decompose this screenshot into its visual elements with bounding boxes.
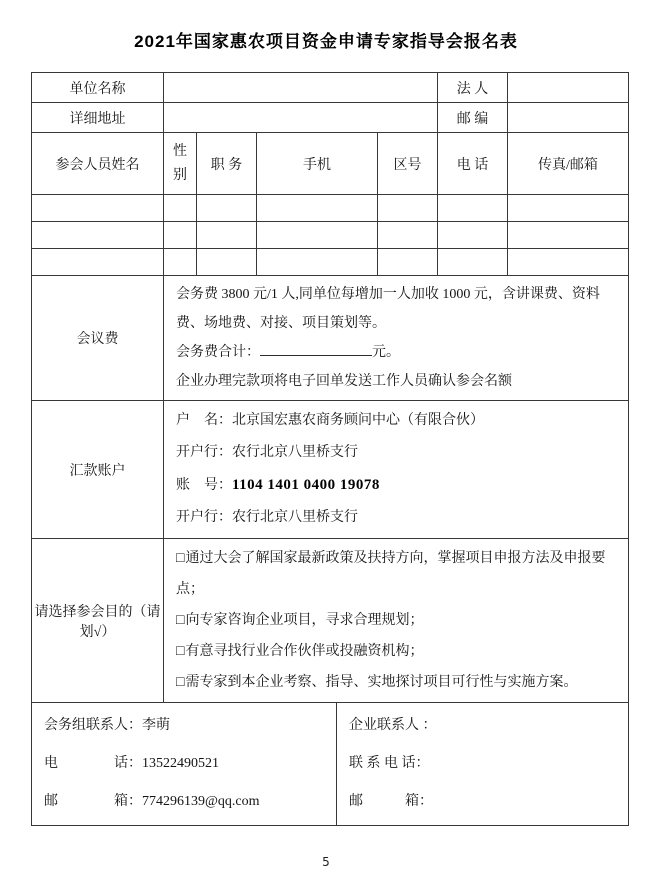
purpose-option-text: 通过大会了解国家最新政策及扶持方向，掌握项目申报方法及申报要点； [176, 551, 606, 597]
participant-name-cell [32, 195, 164, 222]
account-number-prefix: 账 号： [176, 478, 232, 493]
participant-position-cell [197, 249, 257, 276]
form-title: 2021年国家惠农项目资金申请专家指导会报名表 [134, 32, 518, 51]
account-bank-line-1: 开户行：农行北京八里桥支行 [176, 445, 358, 460]
col-header-area-code: 区号 [378, 133, 438, 195]
account-label: 汇款账户 [32, 401, 164, 539]
checkbox-icon: □ [176, 675, 185, 690]
company-name-field [164, 73, 438, 103]
fee-row [32, 276, 629, 401]
participant-gender-cell [164, 249, 197, 276]
fee-label: 会议费 [32, 276, 164, 401]
account-bank-line-2: 开户行：农行北京八里桥支行 [176, 510, 358, 525]
col-header-phone: 电 话 [438, 133, 508, 195]
company-contact-name-line: 企业联系人 ： [349, 718, 437, 733]
purpose-option [176, 543, 616, 605]
purpose-content [164, 539, 629, 703]
postal-code-label: 邮 编 [438, 103, 508, 133]
company-contact-phone-line: 联 系 电 话： [349, 756, 430, 771]
checkbox-icon: □ [176, 644, 185, 659]
purpose-option [176, 605, 616, 636]
participant-fax-email-cell [508, 195, 629, 222]
participant-phone-cell [438, 222, 508, 249]
participant-gender-cell [164, 222, 197, 249]
account-row [32, 401, 629, 539]
account-holder-line: 户 名：北京国宏惠农商务顾问中心（有限合伙） [176, 413, 484, 428]
purpose-label: 请选择参会目的（请划√） [32, 539, 164, 703]
fee-total-line [176, 338, 616, 367]
company-row [32, 73, 629, 103]
fee-total-prefix: 会务费合计： [176, 345, 260, 360]
participant-name-cell [32, 222, 164, 249]
purpose-option-text: 向专家咨询企业项目，寻求合理规划； [185, 613, 424, 628]
participant-gender-cell [164, 195, 197, 222]
participant-row [32, 195, 629, 222]
account-number: 1104 1401 0400 19078 [232, 477, 380, 493]
checkbox-icon: □ [176, 613, 185, 628]
purpose-option [176, 667, 616, 698]
organizer-name-line: 会务组联系人：李萌 [44, 718, 170, 733]
account-number-line [176, 469, 616, 502]
organizer-contact-cell [32, 703, 337, 826]
participant-area-code-cell [378, 222, 438, 249]
address-label: 详细地址 [32, 103, 164, 133]
participant-phone-cell [438, 195, 508, 222]
participant-fax-email-cell [508, 222, 629, 249]
col-header-gender: 性别 [164, 133, 197, 195]
fee-content [164, 276, 629, 401]
company-contact-email-line: 邮 箱： [349, 794, 433, 809]
address-row [32, 103, 629, 133]
participant-fax-email-cell [508, 249, 629, 276]
participant-mobile-cell [257, 195, 378, 222]
account-content [164, 401, 629, 539]
participant-phone-cell [438, 249, 508, 276]
participant-mobile-cell [257, 249, 378, 276]
page-number: 5 [322, 855, 330, 869]
purpose-row [32, 539, 629, 703]
fee-note: 企业办理完款项将电子回单发送工作人员确认参会名额 [176, 374, 512, 389]
company-name-label: 单位名称 [32, 73, 164, 103]
postal-code-field [508, 103, 629, 133]
contact-row [32, 703, 629, 826]
participant-mobile-cell [257, 222, 378, 249]
checkbox-icon: □ [176, 551, 185, 566]
address-field [164, 103, 438, 133]
col-header-mobile: 手机 [257, 133, 378, 195]
participant-row [32, 222, 629, 249]
company-contact-cell [337, 703, 629, 826]
purpose-option [176, 636, 616, 667]
participant-position-cell [197, 195, 257, 222]
participant-area-code-cell [378, 249, 438, 276]
participant-name-cell [32, 249, 164, 276]
registration-form [31, 72, 628, 826]
legal-person-field [508, 73, 629, 103]
fee-amount-blank [260, 340, 372, 356]
organizer-email-line: 邮 箱：774296139@qq.com [44, 794, 260, 809]
participant-row [32, 249, 629, 276]
legal-person-label: 法 人 [438, 73, 508, 103]
col-header-position: 职 务 [197, 133, 257, 195]
form-table [31, 72, 629, 703]
col-header-fax-email: 传真/邮箱 [508, 133, 629, 195]
fee-description: 会务费 3800 元/1 人,同单位每增加一人加收 1000 元，含讲课费、资料费、场地费、对接、项目策划等。 [176, 287, 600, 331]
fee-total-suffix: 元。 [372, 345, 400, 360]
purpose-option-text: 有意寻找行业合作伙伴或投融资机构； [185, 644, 424, 659]
participant-position-cell [197, 222, 257, 249]
contact-table [31, 702, 629, 826]
participant-area-code-cell [378, 195, 438, 222]
col-header-participant-name: 参会人员姓名 [32, 133, 164, 195]
organizer-phone-line: 电 话：13522490521 [44, 756, 219, 771]
participants-header-row [32, 133, 629, 195]
purpose-option-text: 需专家到本企业考察、指导、实地探讨项目可行性与实施方案。 [185, 675, 578, 690]
